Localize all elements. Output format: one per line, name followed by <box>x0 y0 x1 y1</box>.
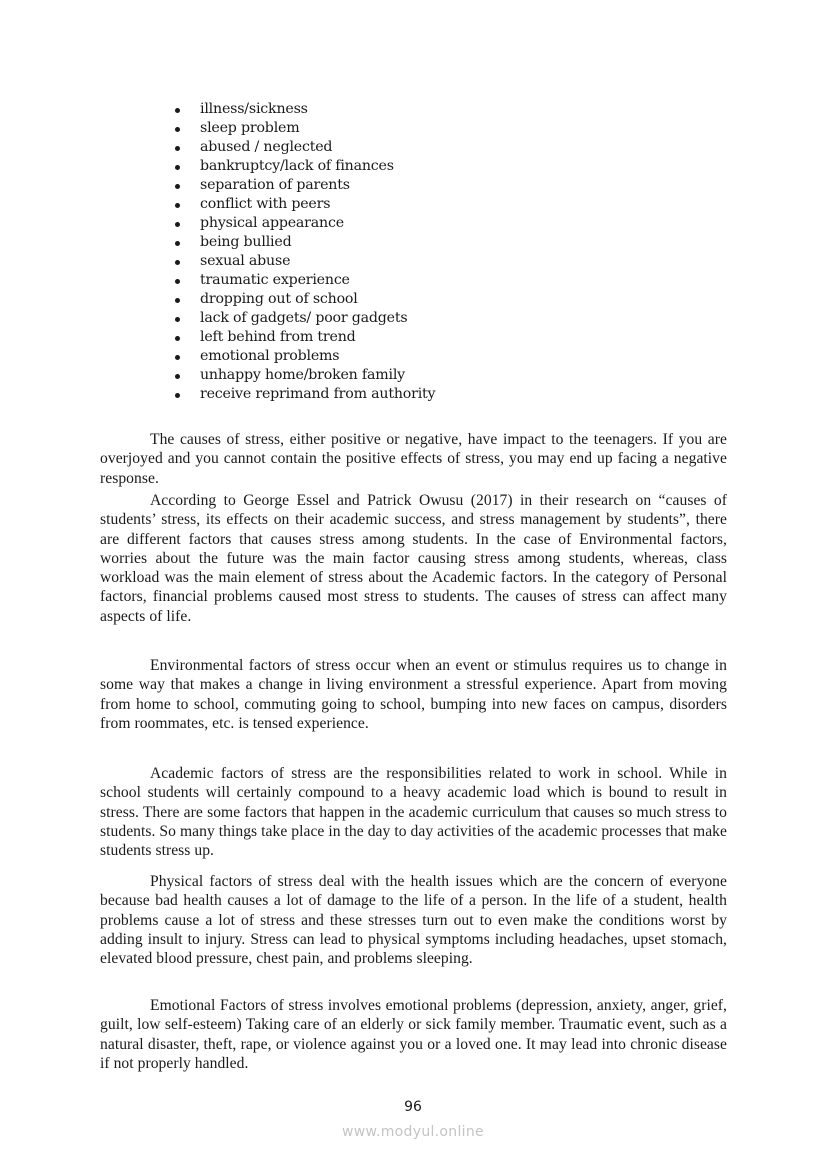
paragraph-physical-factors: Physical factors of stress deal with the health issues which are the concern of everyone because bad health causes a lot of damage to the life of a person. In the life of a student, health problems cause a lot of stress and these stresses turn out to even make the conditions worst by adding insult to injury. Stress can lead to physical symptoms including headaches, upset stomach, elevated blood pressure, chest pain, and problems sleeping. <box>100 873 727 968</box>
list-item-text: left behind from trend <box>200 329 356 345</box>
bullet-icon <box>175 279 180 284</box>
list-item <box>172 119 435 138</box>
list-item-text: sexual abuse <box>200 253 291 269</box>
bullet-icon <box>175 203 180 208</box>
list-item <box>172 366 435 385</box>
bullet-icon <box>175 222 180 227</box>
list-item <box>172 214 435 233</box>
list-item <box>172 100 435 119</box>
list-item <box>172 385 435 404</box>
paragraph-academic-factors: Academic factors of stress are the responsibilities related to work in school. While in school students will certainly compound to a heavy academic load which is bound to result in stress. There are some factors that happen in the academic curriculum that causes so much stress to students. So many things take place in the day to day activities of the academic processes that make students stress up. <box>100 765 727 860</box>
list-item-text: abused / neglected <box>200 139 333 155</box>
list-item-text: traumatic experience <box>200 272 350 288</box>
bullet-icon <box>175 317 180 322</box>
list-item <box>172 176 435 195</box>
list-item-text: being bullied <box>200 234 292 250</box>
list-item <box>172 157 435 176</box>
bullet-icon <box>175 241 180 246</box>
list-item <box>172 328 435 347</box>
paragraph-causes-impact: The causes of stress, either positive or negative, have impact to the teenagers. If you are overjoyed and you cannot contain the positive effects of stress, you may end up facing a negative response. <box>100 431 727 487</box>
stress-causes-list <box>172 100 435 404</box>
list-item <box>172 309 435 328</box>
list-item-text: illness/sickness <box>200 101 308 117</box>
list-item <box>172 138 435 157</box>
paragraph-emotional-factors: Emotional Factors of stress involves emotional problems (depression, anxiety, anger, grief, guilt, low self-esteem) Taking care of an elderly or sick family member. Traumatic event, such as a natural disaster, theft, rape, or violence against you or a loved one. It may lead into chronic disease if not properly handled. <box>100 997 727 1072</box>
list-item-text: physical appearance <box>200 215 344 231</box>
list-item <box>172 347 435 366</box>
bullet-icon <box>175 184 180 189</box>
bullet-icon <box>175 127 180 132</box>
list-item-text: unhappy home/broken family <box>200 367 405 383</box>
watermark: www.modyul.online <box>342 1124 484 1140</box>
list-item-text: receive reprimand from authority <box>200 386 436 402</box>
list-item <box>172 252 435 271</box>
bullet-icon <box>175 260 180 265</box>
bullet-icon <box>175 165 180 170</box>
bullet-icon <box>175 374 180 379</box>
list-item <box>172 290 435 309</box>
list-item-text: lack of gadgets/ poor gadgets <box>200 310 408 326</box>
list-item-text: separation of parents <box>200 177 350 193</box>
list-item <box>172 271 435 290</box>
bullet-icon <box>175 393 180 398</box>
list-item-text: dropping out of school <box>200 291 358 307</box>
bullet-icon <box>175 108 180 113</box>
list-item <box>172 233 435 252</box>
paragraph-essel-owusu-research: According to George Essel and Patrick Owusu (2017) in their research on “causes of students’ stress, its effects on their academic success, and stress management by students”, there are different factors that causes stress among students. In the case of Environmental factors, worries about the future was the main factor causing stress among students, whereas, class workload was the main element of stress about the Academic factors. In the category of Personal factors, financial problems caused most stress to students. The causes of stress can affect many aspects of life. <box>100 492 727 625</box>
bullet-icon <box>175 355 180 360</box>
list-item-text: conflict with peers <box>200 196 331 212</box>
bullet-icon <box>175 336 180 341</box>
page-number: 96 <box>404 1099 422 1115</box>
list-item-text: sleep problem <box>200 120 300 136</box>
list-item-text: emotional problems <box>200 348 340 364</box>
paragraph-environmental-factors: Environmental factors of stress occur when an event or stimulus requires us to change in some way that makes a change in living environment a stressful experience. Apart from moving from home to school, commuting going to school, bumping into new faces on campus, disorders from roommates, etc. is tensed experience. <box>100 657 727 732</box>
bullet-icon <box>175 298 180 303</box>
list-item-text: bankruptcy/lack of finances <box>200 158 394 174</box>
list-item <box>172 195 435 214</box>
bullet-icon <box>175 146 180 151</box>
